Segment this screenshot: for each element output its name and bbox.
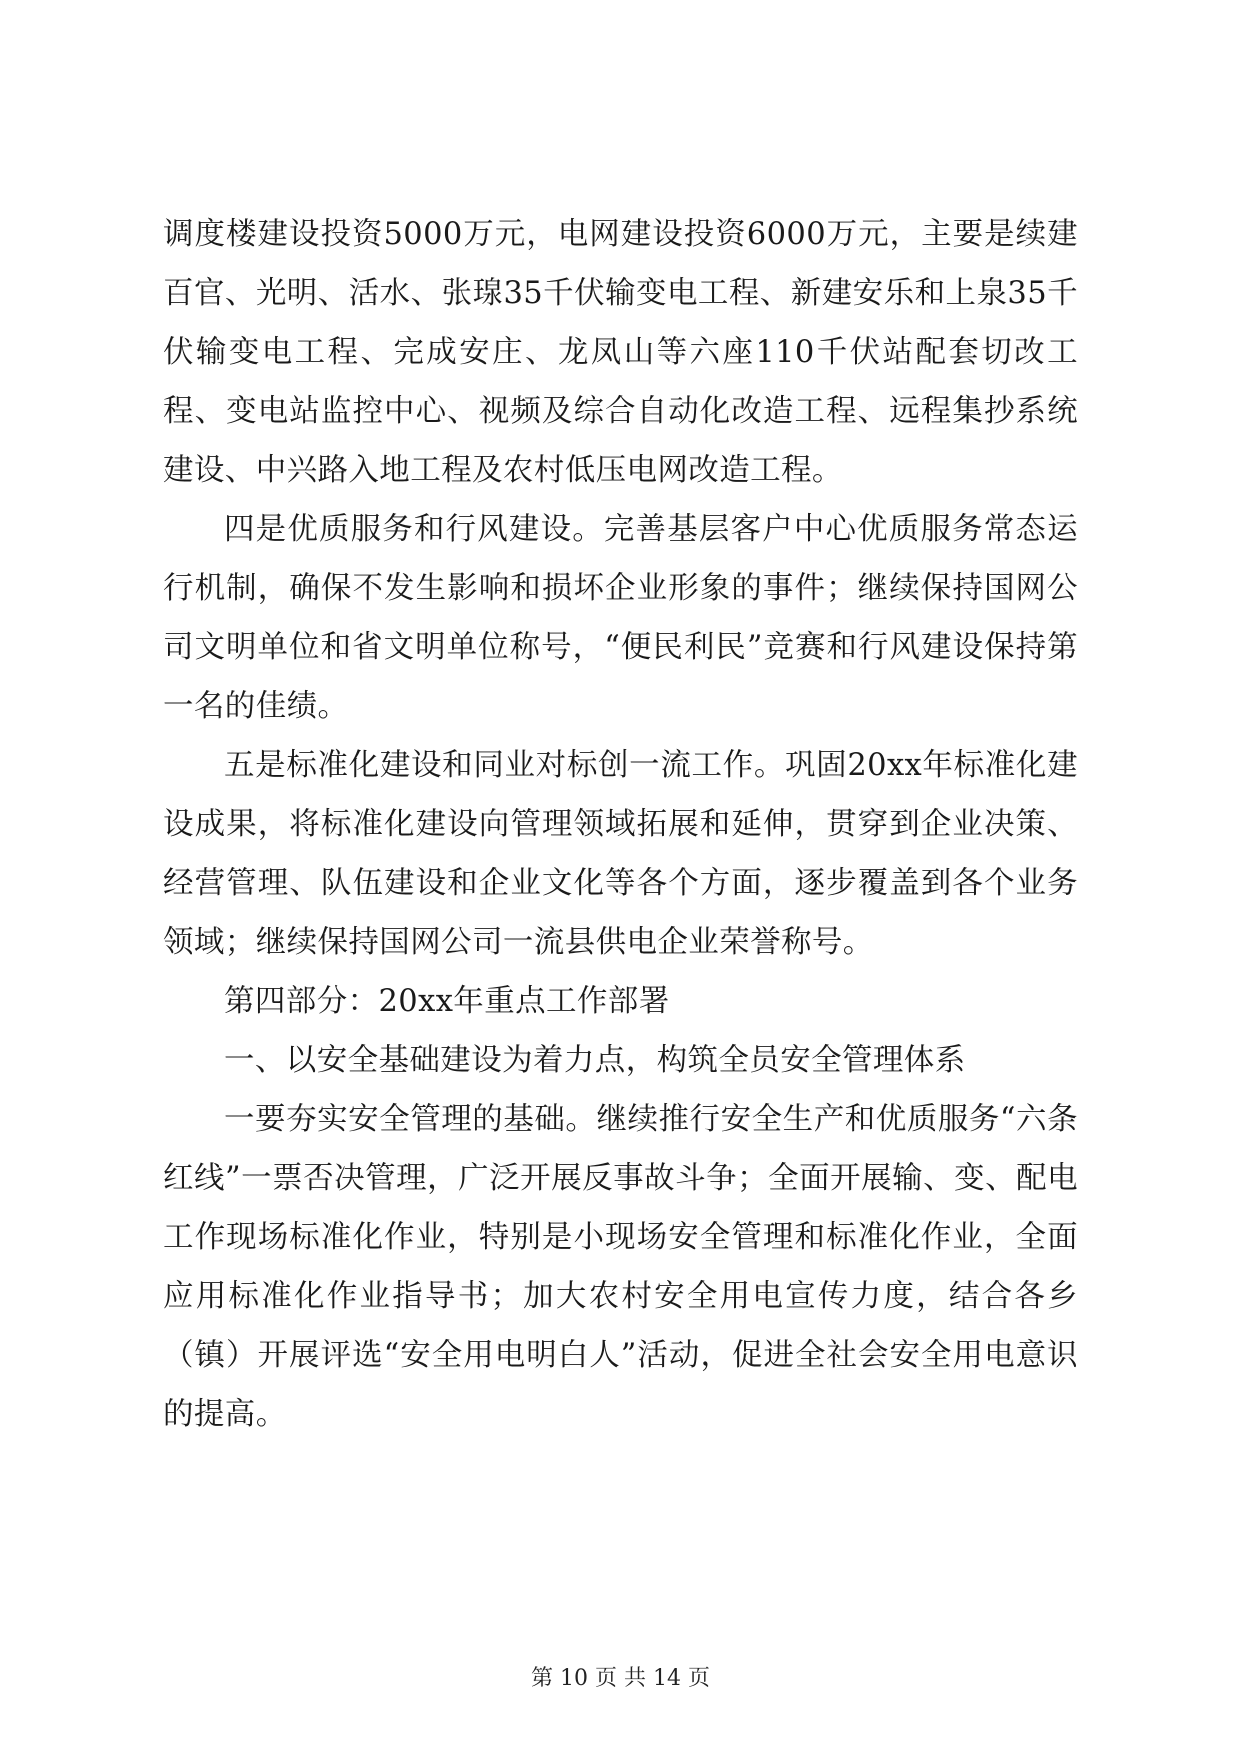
subsection-heading: 一、以安全基础建设为着力点，构筑全员安全管理体系 <box>224 1043 966 1078</box>
page-number-footer: 第 10 页 共 14 页 <box>531 1666 710 1691</box>
body-paragraph-standardization: 五是标准化建设和同业对标创一流工作。巩固20xx年标准化建设成果，将标准化建设向管理领域拓展和延伸，贯穿到企业决策、经营管理、队伍建设和企业文化等各个方面，逐步覆盖到各个业务领域；继续保持国网公司一流县供电企业荣誉称号。 <box>163 748 1078 960</box>
body-paragraph-continuation: 调度楼建设投资5000万元，电网建设投资6000万元，主要是续建百官、光明、活水、张瑔35千伏输变电工程、新建安乐和上泉35千伏输变电工程、完成安庄、龙凤山等六座110千伏站配套切改工程、变电站监控中心、视频及综合自动化改造工程、远程集抄系统建设、中兴路入地工程及农村低压电网改造工程。 <box>163 217 1078 488</box>
section-heading: 第四部分：20xx年重点工作部署 <box>224 984 670 1019</box>
body-paragraph-service: 四是优质服务和行风建设。完善基层客户中心优质服务常态运行机制，确保不发生影响和损坏企业形象的事件；继续保持国网公司文明单位和省文明单位称号，“便民利民”竞赛和行风建设保持第一名的佳绩。 <box>163 512 1078 724</box>
body-paragraph-safety: 一要夯实安全管理的基础。继续推行安全生产和优质服务“六条红线”一票否决管理，广泛开展反事故斗争；全面开展输、变、配电工作现场标准化作业，特别是小现场安全管理和标准化作业，全面应用标准化作业指导书；加大农村安全用电宣传力度，结合各乡（镇）开展评选“安全用电明白人”活动，促进全社会安全用电意识的提高。 <box>163 1102 1078 1432</box>
document-body <box>163 205 1078 1444</box>
